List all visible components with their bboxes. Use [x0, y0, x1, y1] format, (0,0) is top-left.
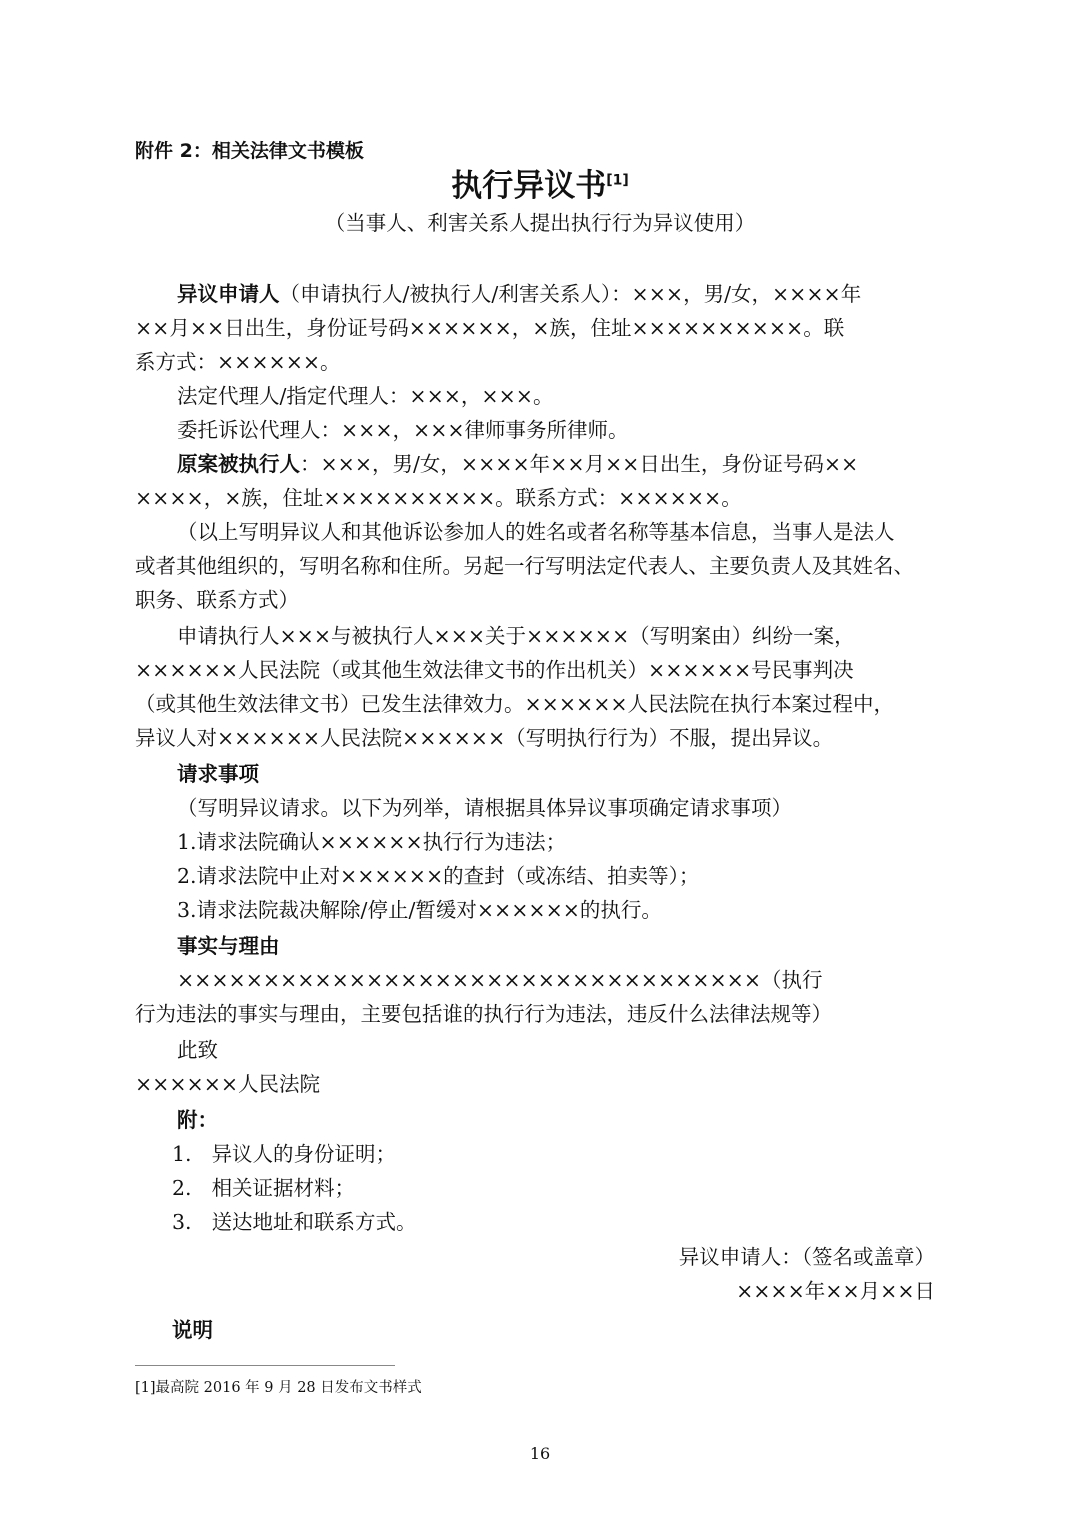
- respondent-line-1: [177, 447, 947, 481]
- attachments-heading: 附：: [177, 1108, 218, 1132]
- attachment-item-1: [172, 1137, 982, 1171]
- page-number: 16: [529, 1444, 551, 1463]
- applicant-text: （申请执行人/被执行人/利害关系人）：×××，男/女，××××年: [279, 282, 862, 306]
- closing-salutation: 此致: [177, 1038, 218, 1062]
- requests-instruction: （写明异议请求。以下为列举，请根据具体异议事项确定请求事项）: [177, 796, 792, 820]
- request-item-2: 2.请求法院中止对××××××的查封（或冻结、拍卖等）；: [177, 864, 700, 888]
- annex-label: 附件 2：相关法律文书模板: [135, 140, 364, 162]
- title-text: 执行异议书: [451, 168, 607, 204]
- attachment-item-3: [172, 1205, 982, 1239]
- document-title: [0, 162, 1080, 210]
- respondent-text: ：×××，男/女，××××年××月××日出生，身份证号码××: [300, 452, 859, 476]
- signature-date: ××××年××月××日: [736, 1279, 935, 1303]
- case-line-4: 异议人对××××××人民法院××××××（写明执行行为）不服，提出异议。: [135, 726, 834, 750]
- respondent-line-2: ××××，×族，住址××××××××××。联系方式：××××××。: [135, 486, 742, 510]
- case-line-2: ××××××人民法院（或其他生效法律文书的作出机关）××××××号民事判决: [135, 658, 854, 682]
- attachment-num: 2.: [172, 1176, 192, 1200]
- applicant-label: 异议申请人: [177, 282, 280, 306]
- note-line-3: 职务、联系方式）: [135, 588, 299, 612]
- facts-line-1: ××××××××××××××××××××××××××××××××××（执行: [177, 968, 823, 992]
- request-item-3: 3.请求法院裁决解除/停止/暂缓对××××××的执行。: [177, 898, 662, 922]
- footnote: [1]最高院 2016 年 9 月 28 日发布文书样式: [135, 1380, 422, 1396]
- attachment-text: 异议人的身份证明；: [211, 1142, 397, 1166]
- attachment-item-2: [172, 1171, 982, 1205]
- respondent-label: 原案被执行人: [177, 452, 300, 476]
- facts-line-2: 行为违法的事实与理由，主要包括谁的执行行为违法，违反什么法律法规等）: [135, 1002, 832, 1026]
- note-line-2: 或者其他组织的，写明名称和住所。另起一行写明法定代表人、主要负责人及其姓名、: [135, 554, 914, 578]
- attachment-text: 相关证据材料；: [211, 1176, 356, 1200]
- requests-heading: 请求事项: [177, 762, 259, 786]
- footnote-divider: [135, 1365, 395, 1366]
- note-line-1: （以上写明异议人和其他诉讼参加人的姓名或者名称等基本信息，当事人是法人: [177, 520, 895, 544]
- explanation-heading: 说明: [172, 1318, 213, 1342]
- attachment-num: 3.: [172, 1210, 192, 1234]
- applicant-line-1: [177, 277, 947, 311]
- request-item-1: 1.请求法院确认××××××执行行为违法；: [177, 830, 567, 854]
- attachment-num: 1.: [172, 1142, 192, 1166]
- document-subtitle: （当事人、利害关系人提出执行行为异议使用）: [324, 211, 756, 235]
- case-line-3: （或其他生效法律文书）已发生法律效力。××××××人民法院在执行本案过程中，: [135, 692, 895, 716]
- entrusted-agent-line: 委托诉讼代理人：×××，×××律师事务所律师。: [177, 418, 629, 442]
- case-line-1: 申请执行人×××与被执行人×××关于××××××（写明案由）纠纷一案，: [177, 624, 855, 648]
- signature-signer: 异议申请人：（签名或盖章）: [678, 1245, 935, 1269]
- applicant-line-3: 系方式：××××××。: [135, 350, 341, 374]
- facts-heading: 事实与理由: [177, 934, 280, 958]
- attachment-text: 送达地址和联系方式。: [211, 1210, 417, 1234]
- legal-agent-line: 法定代理人/指定代理人：×××，×××。: [177, 384, 554, 408]
- closing-court: ××××××人民法院: [135, 1072, 321, 1096]
- title-footnote-ref: [1]: [606, 172, 629, 189]
- applicant-line-2: ××月××日出生，身份证号码××××××，×族，住址××××××××××。联: [135, 316, 845, 340]
